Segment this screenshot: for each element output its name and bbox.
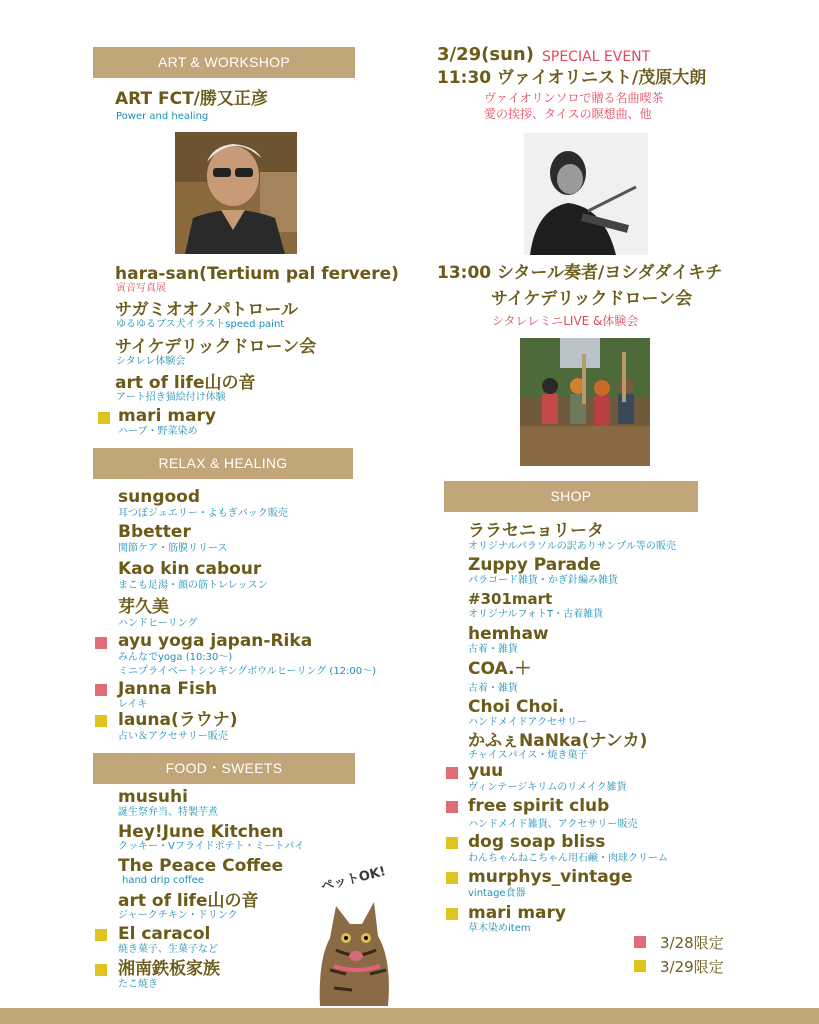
shop-item-desc: わんちゃんねこちゃん用石鹸・肉球クリーム <box>468 853 668 864</box>
special-event-title: SPECIAL EVENT <box>542 49 651 65</box>
art-item-name: mari mary <box>118 406 216 426</box>
relax-item-name: sungood <box>118 487 201 507</box>
art-workshop-header: ART & WORKSHOP <box>93 47 355 78</box>
food-item-name: art of life山の音 <box>118 891 259 911</box>
day-marker-0329 <box>95 964 107 976</box>
event2-title: 13:00 シタール奏者/ヨシダダイキチ <box>437 263 723 283</box>
food-item-desc: hand drip coffee <box>122 875 204 886</box>
relax-item-name: Bbetter <box>118 522 191 542</box>
relax-item-name: Janna Fish <box>118 679 218 699</box>
art-item-desc: ハーブ・野菜染め <box>118 426 198 437</box>
art-item-desc: シタレレ体験会 <box>116 356 186 367</box>
shop-item-name: かふぇNaNka(ナンカ) <box>468 731 648 751</box>
special-date: 3/29(sun) <box>437 44 534 65</box>
art-item-desc: 寅音写真展 <box>116 283 166 294</box>
art-item-name: hara-san(Tertium pal fervere) <box>115 264 399 284</box>
art-item-desc: Power and healing <box>116 111 209 122</box>
food-item-desc: クッキー・Vフライドポテト・ミートパイ <box>118 841 305 852</box>
shop-item-name: Choi Choi. <box>468 697 565 717</box>
sitar-group-photo <box>520 338 650 466</box>
shop-item-desc: 草木染めitem <box>468 923 531 934</box>
day-marker-0328 <box>95 637 107 649</box>
shop-item-name: Zuppy Parade <box>468 555 601 575</box>
food-item-name: The Peace Coffee <box>118 856 284 876</box>
art-item-name: サガミオオノパトロール <box>115 300 299 320</box>
shop-item-name: yuu <box>468 761 504 781</box>
day-marker-0329 <box>95 715 107 727</box>
food-sweets-header: FOOD・SWEETS <box>93 753 355 784</box>
food-item-name: Hey!June Kitchen <box>118 822 284 842</box>
food-item-desc: 誕生祭弁当、特製芋煮 <box>118 807 218 818</box>
day-marker-0328 <box>95 684 107 696</box>
shop-item-desc: 古着・雑貨 <box>468 683 518 694</box>
shop-header: SHOP <box>444 481 698 512</box>
legend-marker-0328 <box>634 936 646 948</box>
day-marker-0328 <box>446 801 458 813</box>
legend-0328: 3/28限定 <box>660 934 724 952</box>
shop-item-name: murphys_vintage <box>468 867 633 887</box>
shop-item-desc: オリジナルフォトT・古着雑貨 <box>468 609 604 620</box>
shop-item-desc: vintage食器 <box>468 888 526 899</box>
relax-healing-header: RELAX & HEALING <box>93 448 353 479</box>
relax-item-name: ayu yoga japan-Rika <box>118 631 313 651</box>
art-fct-photo <box>175 132 297 254</box>
legend-marker-0329 <box>634 960 646 972</box>
shop-item-name: dog soap bliss <box>468 832 606 852</box>
relax-item-desc: 占い＆アクセサリー販売 <box>118 731 228 742</box>
food-item-name: 湘南鉄板家族 <box>118 959 220 979</box>
event2-subtitle: サイケデリックドローン会 <box>491 289 693 309</box>
pet-ok-label: ペットOK! <box>319 864 388 895</box>
relax-item-desc: ハンドヒーリング <box>118 618 198 629</box>
violinist-photo <box>524 133 648 255</box>
event2-desc: シタレレミニLIVE &体験会 <box>492 314 639 328</box>
footer-bar <box>0 1008 819 1024</box>
event1-desc: 愛の挨拶、タイスの瞑想曲、他 <box>484 107 652 121</box>
art-item-name: art of life山の音 <box>115 373 256 393</box>
shop-item-desc: オリジナルパラソルの訳ありサンプル等の販売 <box>468 541 676 552</box>
food-item-desc: ジャークチキン・ドリンク <box>118 910 238 921</box>
event1-desc: ヴァイオリンソロで贈る名曲喫茶 <box>484 91 664 105</box>
shop-item-desc: パラコード雑貨・かぎ針編み雑貨 <box>468 575 618 586</box>
shop-item-name: COA.＋ <box>468 659 532 679</box>
relax-item-desc: ミニプライベートシンギングボウルヒーリング (12:00〜) <box>118 666 377 677</box>
day-marker-0329 <box>446 908 458 920</box>
relax-item-name: launa(ラウナ) <box>118 710 238 730</box>
relax-item-desc: 耳つぼジュエリー・よもぎパック販売 <box>118 508 288 519</box>
day-marker-0329 <box>446 837 458 849</box>
art-item-name: サイケデリックドローン会 <box>115 337 317 357</box>
food-item-name: musuhi <box>118 787 188 807</box>
shop-item-desc: ヴィンテージキリムのリメイク雑貨 <box>468 782 627 793</box>
day-marker-0329 <box>95 929 107 941</box>
day-marker-0329 <box>446 872 458 884</box>
art-item-desc: アート招き猫絵付け体験 <box>116 392 226 403</box>
shop-item-name: hemhaw <box>468 624 549 644</box>
art-item-name: ART FCT/勝又正彦 <box>115 89 268 109</box>
legend-0329: 3/29限定 <box>660 958 724 976</box>
relax-item-desc: レイキ <box>118 699 148 710</box>
event1-title: 11:30 ヴァイオリニスト/茂原大朗 <box>437 68 707 88</box>
relax-item-desc: みんなでyoga (10:30〜) <box>118 652 233 663</box>
relax-item-desc: 関節ケア・筋膜リリース <box>118 543 228 554</box>
shop-item-desc: ハンドメイド雑貨、アクセサリー販売 <box>468 819 638 830</box>
relax-item-name: 芽久美 <box>118 597 169 617</box>
day-marker-0329 <box>98 412 110 424</box>
shop-item-desc: 古着・雑貨 <box>468 644 518 655</box>
shop-item-desc: ハンドメイドアクセサリー <box>468 717 588 728</box>
shop-item-name: ララセニョリータ <box>468 521 604 541</box>
relax-item-desc: まこも足湯・顔の筋トレレッスン <box>118 580 268 591</box>
shop-item-desc: チャイスパイス・焼き菓子 <box>468 750 588 761</box>
art-item-desc: ゆるゆるブス犬イラストspeed paint <box>116 319 285 330</box>
food-item-desc: たこ焼き <box>118 979 158 990</box>
shop-item-name: #301mart <box>468 590 553 608</box>
shop-item-name: mari mary <box>468 903 566 923</box>
cat-photo <box>300 890 400 1006</box>
relax-item-name: Kao kin cabour <box>118 559 262 579</box>
shop-item-name: free spirit club <box>468 796 610 816</box>
food-item-name: El caracol <box>118 924 211 944</box>
day-marker-0328 <box>446 767 458 779</box>
food-item-desc: 焼き菓子、生菓子など <box>118 944 218 955</box>
